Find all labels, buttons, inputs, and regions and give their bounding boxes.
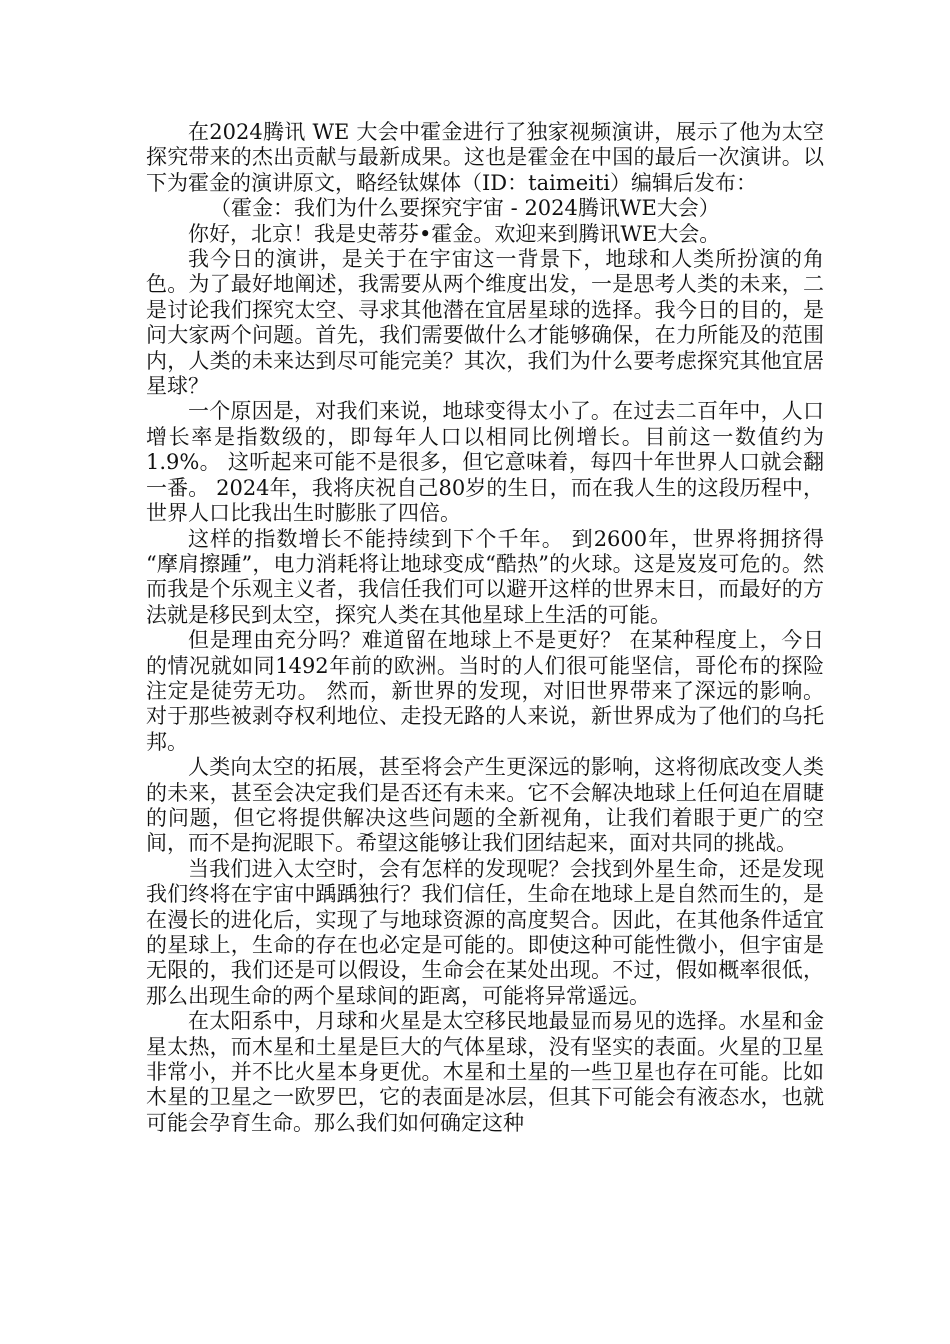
document-body (146, 120, 824, 1136)
paragraph: 我今日的演讲，是关于在宇宙这一背景下，地球和人类所扮演的角色。为了最好地阐述，我需要从两个维度出发，一是思考人类的未来，二是讨论我们探究太空、寻求其他潜在宜居星球的选择。我今日的目的，是问大家两个问题。首先，我们需要做什么才能够确保，在力所能及的范围内，人类的未来达到尽可能完美？其次，我们为什么要考虑探究其他宜居星球？ (146, 247, 824, 399)
paragraph: 一个原因是，对我们来说，地球变得太小了。在过去二百年中，人口增长率是指数级的，即每年人口以相同比例增长。目前这一数值约为1.9%。 这听起来可能不是很多，但它意味着，每四十年世界人口就会翻一番。 2024年，我将庆祝自己80岁的生日，而在我人生的这段历程中，世界人口比我出生时膨胀了四倍。 (146, 399, 824, 526)
paragraph: 你好，北京！我是史蒂芬•霍金。欢迎来到腾讯WE大会。 (188, 221, 721, 246)
speech-title: （霍金：我们为什么要探究宇宙 - 2024腾讯WE大会） (210, 196, 720, 221)
paragraph: 人类向太空的拓展，甚至将会产生更深远的影响，这将彻底改变人类的未来，甚至会决定我们是否还有未来。它不会解决地球上任何迫在眉睫的问题，但它将提供解决这些问题的全新视角，让我们着眼于更广的空间，而不是拘泥眼下。希望这能够让我们团结起来，面对共同的挑战。 (146, 755, 824, 856)
paragraph: 这样的指数增长不能持续到下个千年。 到2600年，世界将拥挤得 “摩肩擦踵”，电力消耗将让地球变成“酷热”的火球。这是岌岌可危的。然而我是个乐观主义者，我信任我们可以避开这样的世界末日，而最好的方法就是移民到太空，探究人类在其他星球上生活的可能。 (146, 526, 824, 627)
paragraph: 但是理由充分吗？难道留在地球上不是更好？ 在某种程度上，今日的情况就如同1492年前的欧洲。当时的人们很可能坚信，哥伦布的探险注定是徒劳无功。 然而，新世界的发现，对旧世界带来了深远的影响。对于那些被剥夺权利地位、走投无路的人来说，新世界成为了他们的乌托邦。 (146, 628, 824, 754)
intro-paragraph: 在2024腾讯 WE 大会中霍金进行了独家视频演讲，展示了他为太空探究带来的杰出贡献与最新成果。这也是霍金在中国的最后一次演讲。以下为霍金的演讲原文，略经钛媒体（ID：taimeiti）编辑后发布： (146, 120, 824, 195)
paragraph: 在太阳系中，月球和火星是太空移民地最显而易见的选择。水星和金星太热，而木星和土星是巨大的气体星球，没有坚实的表面。火星的卫星非常小，并不比火星本身更优。木星和土星的一些卫星也存在可能。比如木星的卫星之一欧罗巴，它的表面是冰层，但其下可能会有液态水，也就可能会孕育生命。那么我们如何确定这种 (146, 1009, 824, 1135)
paragraph: 当我们进入太空时，会有怎样的发现呢？会找到外星生命，还是发现我们终将在宇宙中踽踽独行？我们信任，生命在地球上是自然而生的，是在漫长的进化后，实现了与地球资源的高度契合。因此，在其他条件适宜的星球上，生命的存在也必定是可能的。即使这种可能性微小，但宇宙是无限的，我们还是可以假设，生命会在某处出现。不过，假如概率很低，那么出现生命的两个星球间的距离，可能将异常遥远。 (146, 856, 824, 1008)
